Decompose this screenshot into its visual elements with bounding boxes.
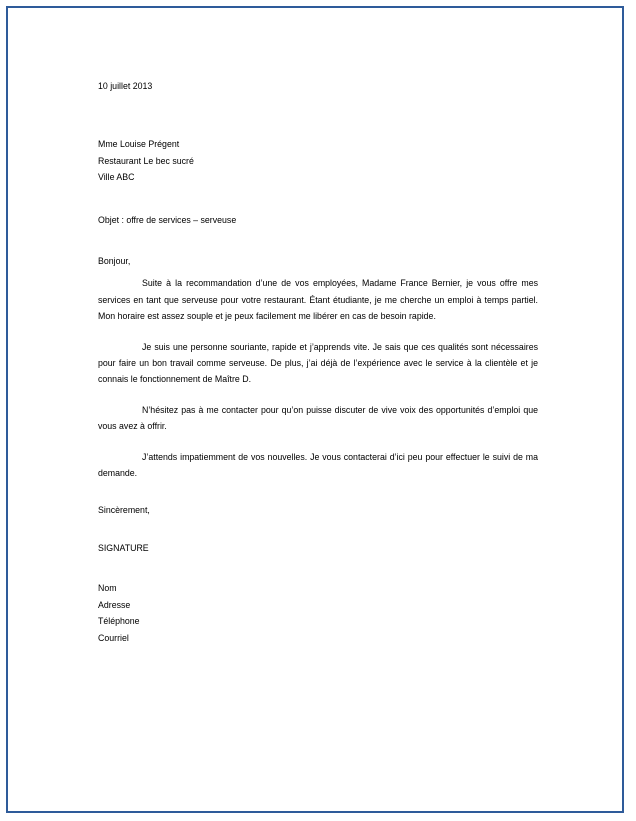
letter-paragraph-3: N’hésitez pas à me contacter pour qu’on puisse discuter de vive voix des opportunités d’emploi que vous avez à offrir. [98,404,538,432]
sender-name: Nom [98,583,117,594]
document-sheet [8,8,622,811]
letter-signature: SIGNATURE [98,542,149,553]
sender-phone: Téléphone [98,616,140,627]
sender-contact-block [98,580,538,646]
letter-closing: Sincèrement, [98,504,150,515]
letter-subject: Objet : offre de services – serveuse [98,214,237,225]
letter-body [98,78,538,646]
sender-email: Courriel [98,632,129,643]
recipient-company: Restaurant Le bec sucré [98,155,194,166]
recipient-name: Mme Louise Prégent [98,139,180,150]
letter-salutation: Bonjour, [98,256,131,267]
letter-paragraph-2: Je suis une personne souriante, rapide et j’apprends vite. Je sais que ces qualités sont nécessaires pour faire un bon travail comme serveuse. De plus, j’ai déjà de l’expérience avec le service à la clientèle et je connais le fonctionnement de Maître D. [98,341,538,385]
letter-date: 10 juillet 2013 [98,81,153,91]
recipient-city: Ville ABC [98,172,135,183]
letter-paragraph-1: Suite à la recommandation d’une de vos employées, Madame France Bernier, je vous offre mes services en tant que serveuse pour votre restaurant. Étant étudiante, je me cherche un emploi à temps partiel. Mon horaire est assez souple et je peux facilement me libérer en cas de besoin rapide. [98,278,538,322]
document-page-border [6,6,624,813]
recipient-address-block [98,136,538,185]
sender-address: Adresse [98,599,131,610]
letter-paragraph-4: J’attends impatiemment de vos nouvelles. Je vous contacterai d’ici peu pour effectuer le suivi de ma demande. [98,451,538,479]
